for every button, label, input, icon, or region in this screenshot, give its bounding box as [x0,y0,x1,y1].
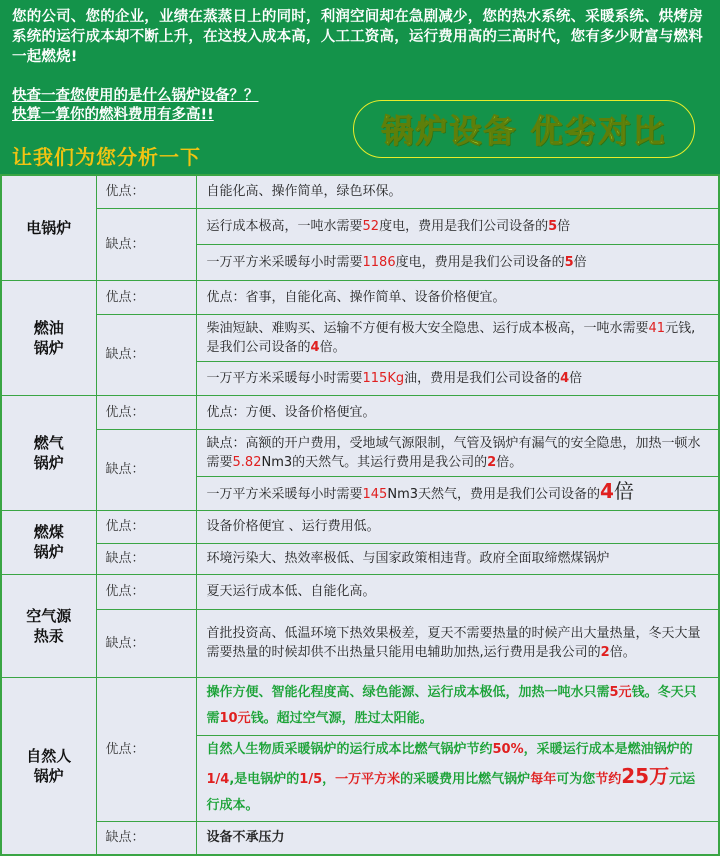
table-row [1,280,719,314]
pros-content: 夏天运行成本低、自能化高。 [196,574,719,609]
table-row [1,574,719,609]
pros-content: 操作方便、智能化程度高、绿色能源、运行成本极低，加热一吨水只需5元钱。冬天只需10元钱。超过空气源，胜过太阳能。 [196,677,719,735]
pros-label: 优点： [96,280,196,314]
table-row [1,821,719,855]
banner [0,0,720,174]
table-row [1,429,719,476]
comparison-table [0,174,720,856]
pros-label: 优点： [96,510,196,543]
title-pill [353,100,695,158]
boiler-type: 自然人锅炉 [1,677,96,855]
boiler-type: 燃油锅炉 [1,280,96,395]
cons-label: 缺点： [96,429,196,510]
cons-label: 缺点： [96,609,196,677]
cons-label: 缺点： [96,314,196,395]
pros-content: 自能化高、操作简单，绿色环保。 [196,175,719,208]
boiler-type: 燃气锅炉 [1,395,96,510]
check-boiler-link[interactable]: 快查一查您使用的是什么锅炉设备？？ [12,88,259,104]
pros-content: 设备价格便宜 、运行费用低。 [196,510,719,543]
table-row [1,208,719,244]
pros-content: 优点：方便、设备价格便宜。 [196,395,719,429]
table-row [1,314,719,361]
table-row [1,175,719,208]
table-row [1,609,719,677]
boiler-type: 空气源热汞 [1,574,96,677]
boiler-type: 电锅炉 [1,175,96,280]
table-row [1,677,719,735]
analyze-heading: 让我们为您分析一下 [12,145,201,169]
title-pill-text: 锅炉设备 优劣对比 [381,112,667,150]
pros-label: 优点： [96,175,196,208]
cons-content: 缺点：高额的开户费用，受地域气源限制，气管及锅炉有漏气的安全隐患，加热一顿水需要5.82Nm3的天然气。其运行费用是我公司的2倍。 [196,429,719,476]
cons-content: 一万平方米采暖每小时需要115Kg油，费用是我们公司设备的4倍 [196,361,719,395]
table-row [1,543,719,574]
cons-content: 一万平方米采暖每小时需要145Nm3天然气，费用是我们公司设备的4倍 [196,476,719,510]
cons-content: 设备不承压力 [196,821,719,855]
cons-content: 运行成本极高，一吨水需要52度电，费用是我们公司设备的5倍 [196,208,719,244]
cons-content: 环境污染大、热效率极低、与国家政策相违背。政府全面取缔燃煤锅炉 [196,543,719,574]
pros-label: 优点： [96,395,196,429]
pros-content: 优点：省事，自能化高、操作简单、设备价格便宜。 [196,280,719,314]
table-row [1,510,719,543]
boiler-type: 燃煤锅炉 [1,510,96,574]
pros-content: 自然人生物质采暖锅炉的运行成本比燃气锅炉节约50%，采暖运行成本是燃油锅炉的1/4,是电锅炉的1/5，一万平方米的采暖费用比燃气锅炉每年可为您节约25万元运行成本。 [196,735,719,821]
pros-label: 优点： [96,677,196,821]
cons-content: 一万平方米采暖每小时需要1186度电，费用是我们公司设备的5倍 [196,244,719,280]
intro-text: 您的公司、您的企业，业绩在蒸蒸日上的同时，利润空间却在急剧减少，您的热水系统、采暖系统、烘烤房系统的运行成本却不断上升，在这投入成本高，人工工资高，运行费用高的三高时代，您有多少财富与燃料一起燃烧! [12,9,703,65]
cons-label: 缺点： [96,208,196,280]
table-row [1,395,719,429]
cons-label: 缺点： [96,543,196,574]
cons-label: 缺点： [96,821,196,855]
cons-content: 首批投资高、低温环境下热效果极差，夏天不需要热量的时候产出大量热量，冬天大量 需要热量的时候却供不出热量只能用电辅助加热,运行费用是我公司的2倍。 [196,609,719,677]
cons-content: 柴油短缺、难购买、运输不方便有极大安全隐患、运行成本极高，一吨水需要41元钱,是我们公司设备的4倍。 [196,314,719,361]
calc-fuel-link[interactable]: 快算一算你的燃料费用有多高!! [12,107,214,123]
pros-label: 优点： [96,574,196,609]
